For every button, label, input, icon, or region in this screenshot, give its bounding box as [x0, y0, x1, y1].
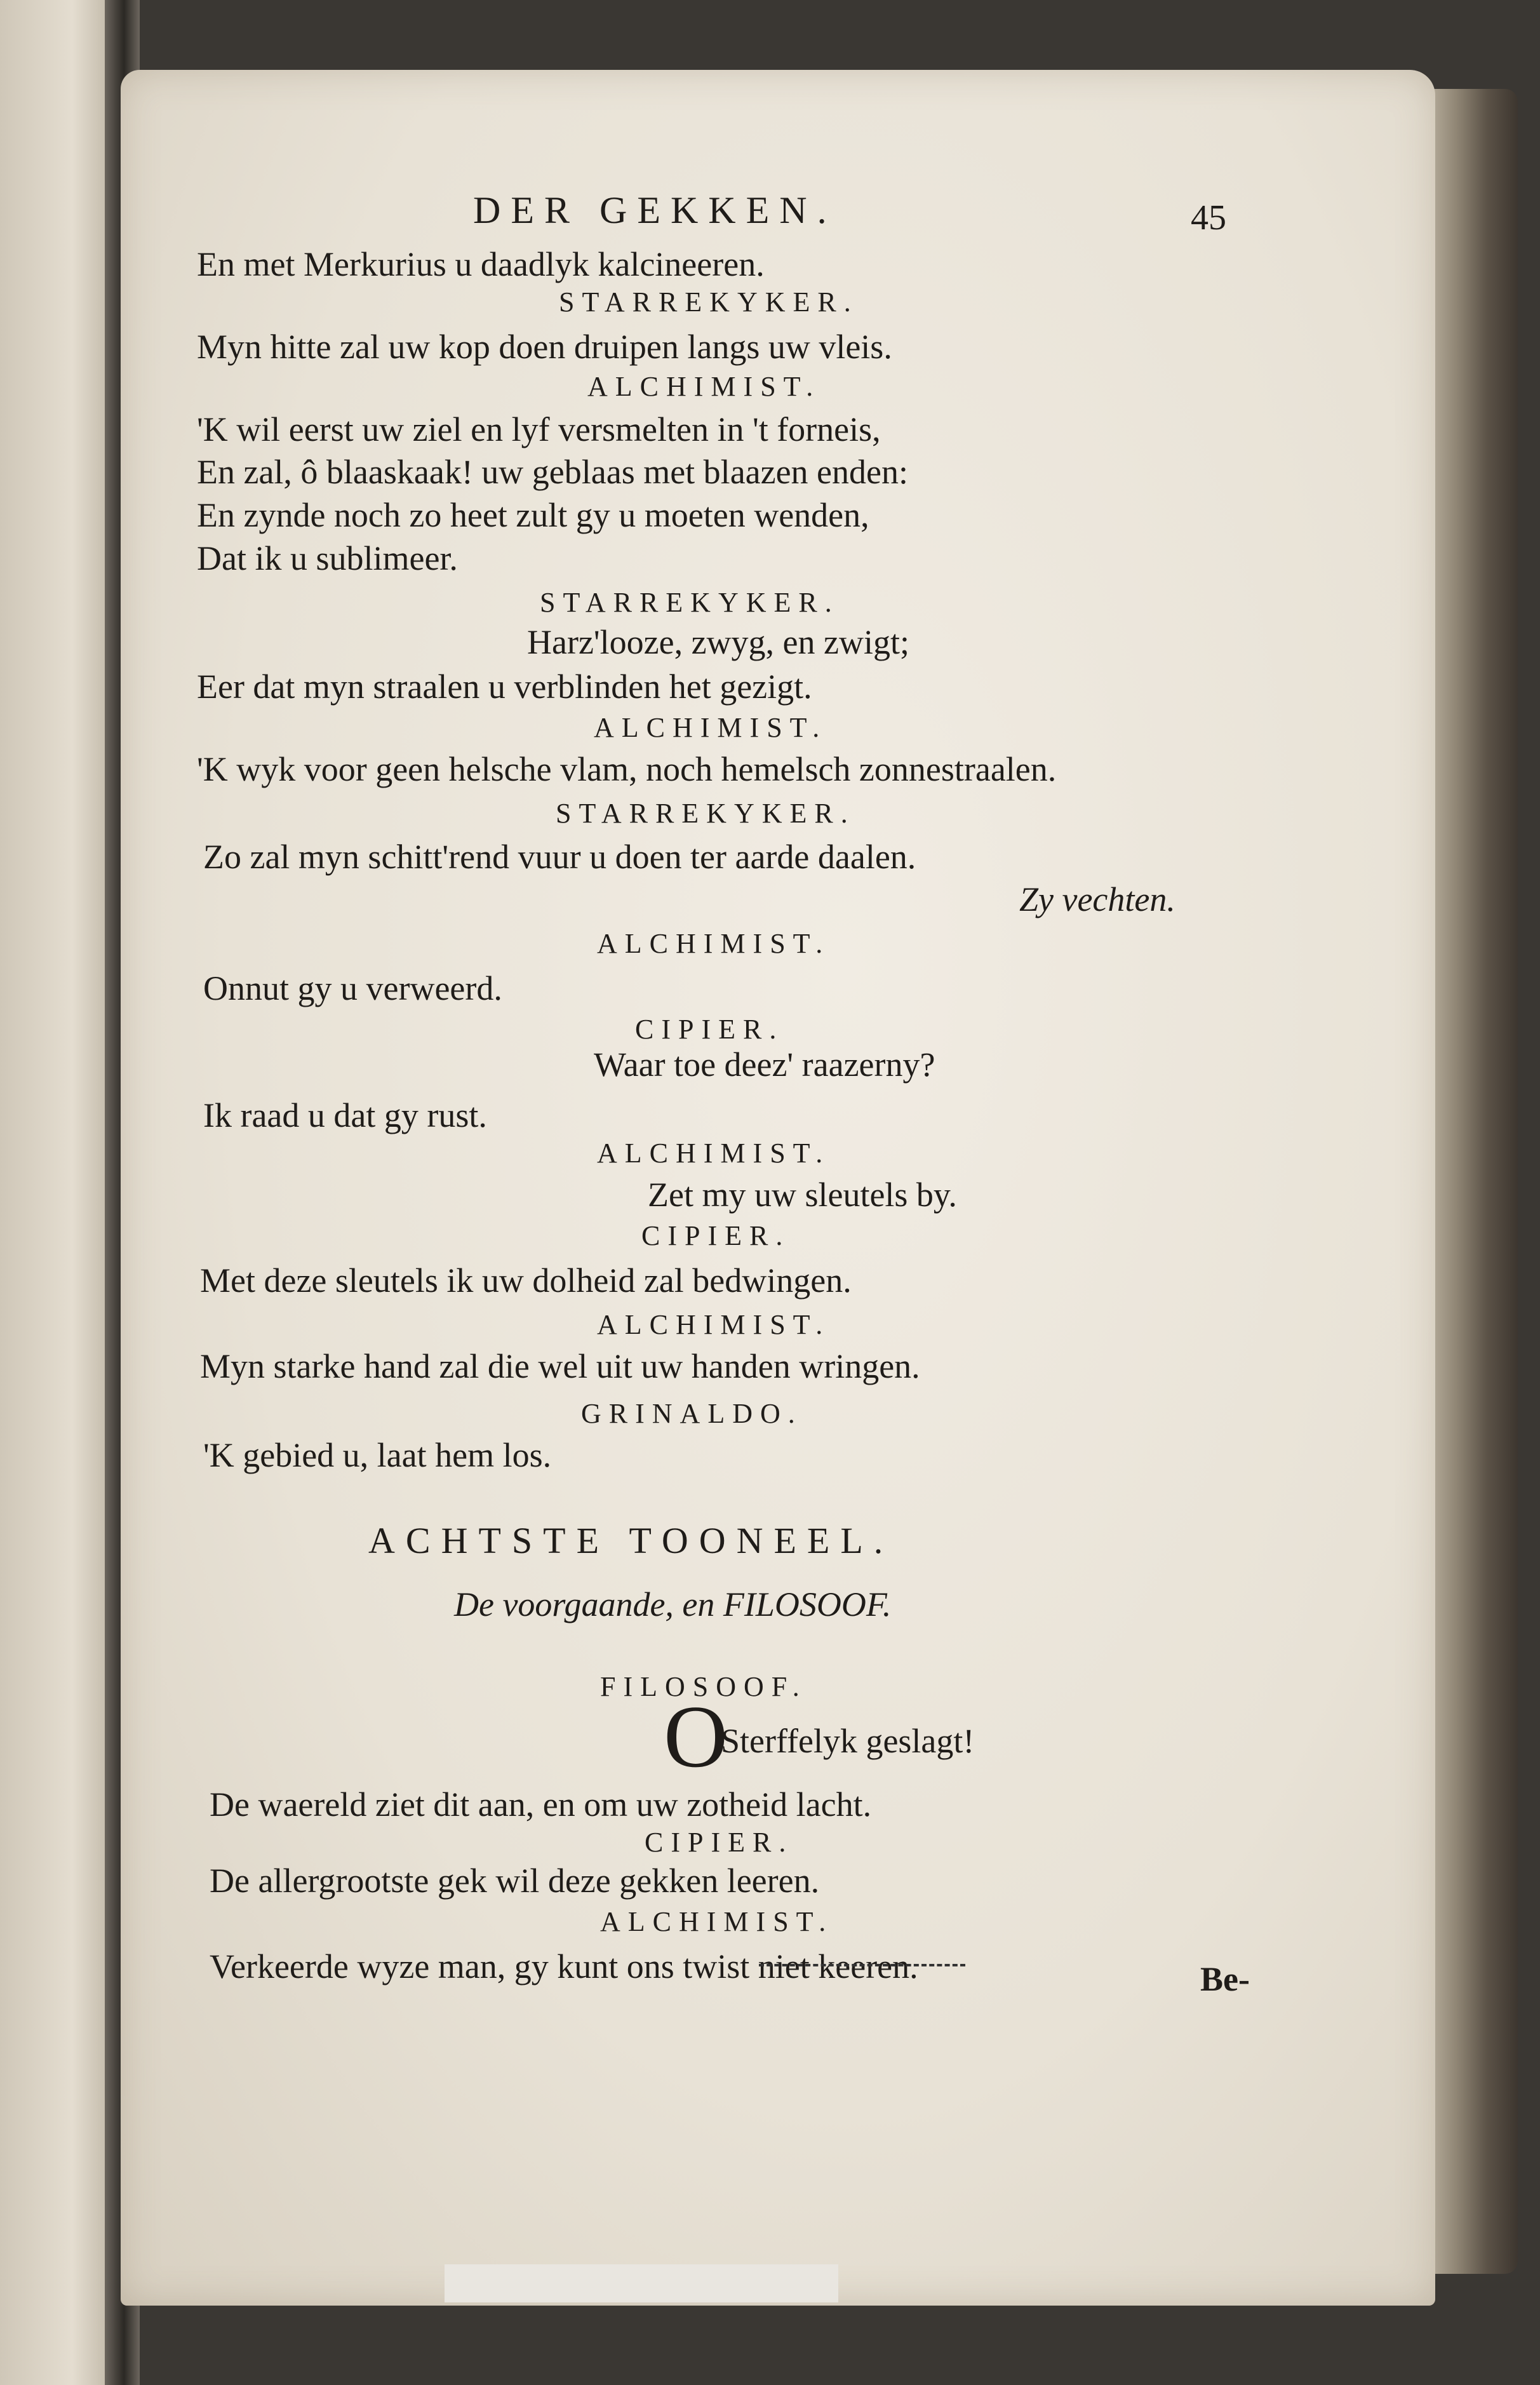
verse-line: En zynde noch zo heet zult gy u moeten wenden,	[197, 496, 869, 534]
catchword: Be-	[1200, 1960, 1250, 1998]
verse-line: De waereld ziet dit aan, en om uw zotheid lacht.	[210, 1785, 872, 1824]
verse-line: 'K wyk voor geen helsche vlam, noch hemelsch zonnestraalen.	[197, 750, 1057, 788]
verse-line: Dat ik u sublimeer.	[197, 539, 458, 577]
verse-line: Sterffelyk geslagt!	[721, 1722, 975, 1760]
speaker-name: CIPIER.	[635, 1014, 784, 1045]
drop-cap: O	[664, 1688, 728, 1786]
speaker-name: CIPIER.	[641, 1220, 791, 1251]
verse-line: Zet my uw sleutels by.	[648, 1176, 957, 1214]
speaker-name: STARREKYKER.	[540, 587, 840, 618]
verse-line: Harz'looze, zwyg, en zwigt;	[527, 623, 909, 661]
speaker-name: GRINALDO.	[581, 1398, 803, 1429]
verse-line: Verkeerde wyze man, gy kunt ons twist niet keeren.	[210, 1947, 918, 1985]
scene-heading: ACHTSTE TOONEEL.	[368, 1520, 894, 1561]
underline-mark	[759, 1964, 965, 1966]
speaker-name: STARREKYKER.	[559, 286, 859, 318]
verse-line: Zo zal myn schitt'rend vuur u doen ter aarde daalen.	[203, 838, 916, 876]
verse-line: Ik raad u dat gy rust.	[203, 1096, 487, 1134]
speaker-name: FILOSOOF.	[600, 1671, 807, 1702]
cast-line: De voorgaande, en FILOSOOF.	[454, 1585, 892, 1623]
verse-line: De allergrootste gek wil deze gekken leeren.	[210, 1862, 820, 1900]
running-title: DER GEKKEN.	[473, 189, 837, 231]
speaker-name: ALCHIMIST.	[597, 1138, 831, 1169]
verse-line: 'K wil eerst uw ziel en lyf versmelten in 't forneis,	[197, 410, 881, 448]
verse-line: En met Merkurius u daadlyk kalcineeren.	[197, 245, 765, 283]
page-number: 45	[1191, 198, 1226, 238]
verse-line: Eer dat myn straalen u verblinden het gezigt.	[197, 668, 812, 706]
verse-line: Myn starke hand zal die wel uit uw handen wringen.	[200, 1347, 920, 1385]
speaker-name: CIPIER.	[645, 1827, 794, 1858]
verse-line: En zal, ô blaaskaak! uw geblaas met blaazen enden:	[197, 453, 908, 491]
verse-line: Myn hitte zal uw kop doen druipen langs uw vleis.	[197, 328, 892, 366]
paper-strip	[445, 2264, 838, 2302]
speaker-name: STARREKYKER.	[556, 798, 855, 829]
speaker-name: ALCHIMIST.	[594, 712, 827, 743]
speaker-name: ALCHIMIST.	[600, 1906, 834, 1937]
previous-page-edge	[0, 0, 121, 2385]
verse-line: Onnut gy u verweerd.	[203, 969, 502, 1007]
speaker-name: ALCHIMIST.	[597, 928, 831, 959]
speaker-name: ALCHIMIST.	[587, 371, 821, 402]
stage-direction: Zy vechten.	[1019, 880, 1175, 918]
verse-line: Met deze sleutels ik uw dolheid zal bedwingen.	[200, 1261, 852, 1300]
verse-line: Waar toe deez' raazerny?	[594, 1045, 935, 1084]
speaker-name: ALCHIMIST.	[597, 1309, 831, 1340]
verse-line: 'K gebied u, laat hem los.	[203, 1436, 552, 1474]
